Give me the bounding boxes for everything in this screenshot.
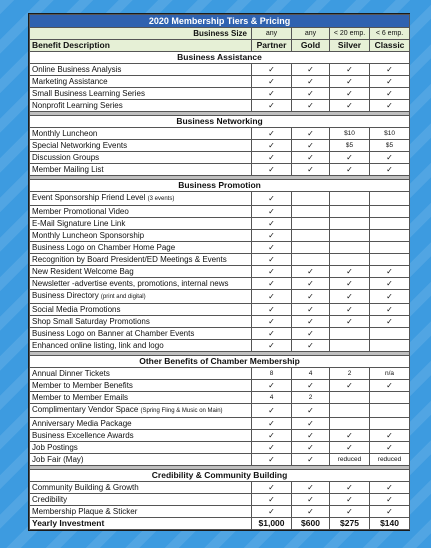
benefit-cell	[30, 482, 252, 494]
check-icon: ✓	[252, 418, 292, 430]
tier-value: 2	[330, 368, 370, 380]
tier-partner: Partner	[252, 40, 292, 52]
check-icon: ✓	[370, 494, 410, 506]
check-icon: ✓	[292, 140, 330, 152]
benefit-label: Marketing Assistance	[32, 77, 108, 86]
size-silver: < 20 emp.	[330, 28, 370, 40]
tier-value	[330, 392, 370, 404]
check-icon: ✓	[330, 266, 370, 278]
benefit-cell	[30, 278, 252, 290]
section-title: Other Benefits of Chamber Membership	[30, 356, 410, 368]
benefit-row	[30, 218, 410, 230]
section-header-row	[30, 116, 410, 128]
tier-value	[370, 392, 410, 404]
title-row	[30, 15, 410, 28]
benefit-row	[30, 230, 410, 242]
check-icon: ✓	[330, 442, 370, 454]
benefit-cell	[30, 340, 252, 352]
check-icon: ✓	[252, 328, 292, 340]
size-partner: any	[252, 28, 292, 40]
section-header-row	[30, 470, 410, 482]
benefit-row	[30, 128, 410, 140]
business-size-row	[30, 28, 410, 40]
check-icon: ✓	[292, 442, 330, 454]
benefit-row	[30, 192, 410, 206]
check-icon: ✓	[370, 76, 410, 88]
tier-value	[292, 206, 330, 218]
benefit-label: E-Mail Signature Line Link	[32, 219, 126, 228]
check-icon: ✓	[370, 506, 410, 518]
table-title: 2020 Membership Tiers & Pricing	[30, 15, 410, 28]
tier-value	[292, 230, 330, 242]
benefit-label: Small Business Learning Series	[32, 89, 145, 98]
tier-value	[330, 404, 370, 418]
benefit-cell	[30, 506, 252, 518]
check-icon: ✓	[252, 316, 292, 328]
check-icon: ✓	[330, 88, 370, 100]
benefit-row	[30, 316, 410, 328]
benefit-label: Monthly Luncheon	[32, 129, 98, 138]
check-icon: ✓	[252, 454, 292, 466]
check-icon: ✓	[292, 290, 330, 304]
benefit-row	[30, 328, 410, 340]
benefit-cell	[30, 218, 252, 230]
benefit-row	[30, 152, 410, 164]
tier-value: n/a	[370, 368, 410, 380]
check-icon: ✓	[252, 230, 292, 242]
check-icon: ✓	[370, 304, 410, 316]
business-size-label: Business Size	[30, 28, 252, 40]
benefit-cell	[30, 494, 252, 506]
benefit-label: Community Building & Growth	[32, 483, 139, 492]
benefit-label: Newsletter -advertise events, promotions, internal news	[32, 279, 229, 288]
benefit-row	[30, 100, 410, 112]
check-icon: ✓	[370, 100, 410, 112]
check-icon: ✓	[330, 316, 370, 328]
check-icon: ✓	[330, 278, 370, 290]
tier-value: 4	[292, 368, 330, 380]
benefit-label: Member to Member Benefits	[32, 381, 133, 390]
benefit-note: (Spring Fling & Music on Main)	[140, 408, 223, 414]
benefit-cell	[30, 254, 252, 266]
check-icon: ✓	[292, 164, 330, 176]
check-icon: ✓	[292, 304, 330, 316]
benefit-label: Membership Plaque & Sticker	[32, 507, 138, 516]
tier-value: $10	[330, 128, 370, 140]
benefit-label: Member to Member Emails	[32, 393, 129, 402]
check-icon: ✓	[370, 152, 410, 164]
benefit-row	[30, 64, 410, 76]
check-icon: ✓	[252, 304, 292, 316]
section-header-row	[30, 52, 410, 64]
check-icon: ✓	[370, 380, 410, 392]
yearly-investment-label: Yearly Investment	[30, 518, 252, 530]
benefit-cell	[30, 242, 252, 254]
tier-value	[370, 192, 410, 206]
check-icon: ✓	[370, 164, 410, 176]
benefit-row	[30, 140, 410, 152]
benefit-label: Special Networking Events	[32, 141, 128, 150]
tier-silver: Silver	[330, 40, 370, 52]
benefit-cell	[30, 64, 252, 76]
benefit-label: Business Directory	[32, 291, 99, 300]
check-icon: ✓	[252, 140, 292, 152]
tier-value	[370, 230, 410, 242]
check-icon: ✓	[330, 482, 370, 494]
tier-value	[330, 218, 370, 230]
check-icon: ✓	[292, 100, 330, 112]
tier-classic: Classic	[370, 40, 410, 52]
benefit-cell	[30, 192, 252, 206]
check-icon: ✓	[292, 316, 330, 328]
benefit-cell	[30, 128, 252, 140]
check-icon: ✓	[330, 304, 370, 316]
benefit-row	[30, 254, 410, 266]
check-icon: ✓	[370, 442, 410, 454]
check-icon: ✓	[330, 64, 370, 76]
benefit-cell	[30, 76, 252, 88]
benefit-label: Discussion Groups	[32, 153, 100, 162]
benefit-cell	[30, 290, 252, 304]
check-icon: ✓	[252, 278, 292, 290]
yearly-investment-row	[30, 518, 410, 530]
benefit-cell	[30, 100, 252, 112]
tier-value	[370, 242, 410, 254]
benefit-row	[30, 482, 410, 494]
tier-value	[330, 418, 370, 430]
tier-value	[370, 340, 410, 352]
tier-value: $10	[370, 128, 410, 140]
benefit-row	[30, 454, 410, 466]
check-icon: ✓	[252, 506, 292, 518]
section-title: Business Networking	[30, 116, 410, 128]
benefit-label: Member Promotional Video	[32, 207, 129, 216]
check-icon: ✓	[252, 266, 292, 278]
pricing-table	[29, 14, 410, 530]
check-icon: ✓	[370, 88, 410, 100]
check-icon: ✓	[292, 494, 330, 506]
price-gold: $600	[292, 518, 330, 530]
check-icon: ✓	[292, 380, 330, 392]
check-icon: ✓	[252, 254, 292, 266]
benefit-cell	[30, 418, 252, 430]
benefit-label: Job Postings	[32, 443, 78, 452]
tier-value	[330, 242, 370, 254]
benefit-cell	[30, 316, 252, 328]
benefit-cell	[30, 304, 252, 316]
tier-header-row	[30, 40, 410, 52]
benefit-cell	[30, 380, 252, 392]
benefit-label: Event Sponsorship Friend Level	[32, 193, 146, 202]
check-icon: ✓	[252, 88, 292, 100]
check-icon: ✓	[292, 506, 330, 518]
benefit-cell	[30, 392, 252, 404]
check-icon: ✓	[252, 340, 292, 352]
tier-value	[330, 340, 370, 352]
check-icon: ✓	[292, 128, 330, 140]
size-gold: any	[292, 28, 330, 40]
benefit-label: Complimentary Vendor Space	[32, 405, 139, 414]
benefit-cell	[30, 454, 252, 466]
check-icon: ✓	[252, 482, 292, 494]
check-icon: ✓	[330, 152, 370, 164]
benefit-cell	[30, 328, 252, 340]
tier-value	[370, 404, 410, 418]
check-icon: ✓	[330, 506, 370, 518]
check-icon: ✓	[292, 88, 330, 100]
benefit-row	[30, 304, 410, 316]
benefit-cell	[30, 404, 252, 418]
benefit-row	[30, 76, 410, 88]
check-icon: ✓	[292, 340, 330, 352]
check-icon: ✓	[292, 454, 330, 466]
benefit-label: Business Logo on Chamber Home Page	[32, 243, 176, 252]
check-icon: ✓	[370, 316, 410, 328]
price-classic: $140	[370, 518, 410, 530]
benefit-label: Business Excellence Awards	[32, 431, 134, 440]
price-partner: $1,000	[252, 518, 292, 530]
benefit-label: New Resident Welcome Bag	[32, 267, 134, 276]
check-icon: ✓	[292, 64, 330, 76]
tier-gold: Gold	[292, 40, 330, 52]
benefit-cell	[30, 88, 252, 100]
benefit-row	[30, 442, 410, 454]
check-icon: ✓	[370, 482, 410, 494]
benefit-note: (3 events)	[147, 196, 175, 202]
benefit-row	[30, 164, 410, 176]
benefit-row	[30, 430, 410, 442]
tier-value	[292, 242, 330, 254]
benefit-row	[30, 88, 410, 100]
tier-value	[370, 418, 410, 430]
benefit-cell	[30, 430, 252, 442]
check-icon: ✓	[292, 152, 330, 164]
benefit-description-header: Benefit Description	[30, 40, 252, 52]
tier-value	[292, 192, 330, 206]
section-header-row	[30, 180, 410, 192]
benefit-cell	[30, 206, 252, 218]
check-icon: ✓	[252, 100, 292, 112]
check-icon: ✓	[292, 266, 330, 278]
benefit-label: Annual Dinner Tickets	[32, 369, 110, 378]
benefit-note: (print and digital)	[100, 294, 146, 300]
check-icon: ✓	[370, 430, 410, 442]
check-icon: ✓	[330, 76, 370, 88]
tier-value	[292, 218, 330, 230]
tier-value	[330, 206, 370, 218]
tier-value: 8	[252, 368, 292, 380]
check-icon: ✓	[252, 164, 292, 176]
benefit-row	[30, 392, 410, 404]
size-classic: < 6 emp.	[370, 28, 410, 40]
benefit-row	[30, 340, 410, 352]
benefit-row	[30, 404, 410, 418]
check-icon: ✓	[330, 290, 370, 304]
check-icon: ✓	[252, 494, 292, 506]
tier-value	[370, 254, 410, 266]
check-icon: ✓	[292, 278, 330, 290]
tier-value	[330, 254, 370, 266]
benefit-cell	[30, 164, 252, 176]
benefit-row	[30, 368, 410, 380]
tier-value: reduced	[330, 454, 370, 466]
check-icon: ✓	[252, 152, 292, 164]
benefit-label: Monthly Luncheon Sponsorship	[32, 231, 145, 240]
check-icon: ✓	[292, 76, 330, 88]
benefit-label: Member Mailing List	[32, 165, 104, 174]
tier-value	[370, 218, 410, 230]
check-icon: ✓	[370, 266, 410, 278]
benefit-label: Shop Small Saturday Promotions	[32, 317, 150, 326]
check-icon: ✓	[330, 100, 370, 112]
benefit-cell	[30, 266, 252, 278]
tier-value: $5	[330, 140, 370, 152]
benefit-label: Business Logo on Banner at Chamber Events	[32, 329, 195, 338]
benefit-row	[30, 494, 410, 506]
check-icon: ✓	[252, 442, 292, 454]
tier-value: 4	[252, 392, 292, 404]
benefit-cell	[30, 230, 252, 242]
benefit-label: Enhanced online listing, link and logo	[32, 341, 164, 350]
check-icon: ✓	[292, 418, 330, 430]
benefit-row	[30, 380, 410, 392]
check-icon: ✓	[370, 64, 410, 76]
check-icon: ✓	[252, 76, 292, 88]
tier-value	[292, 254, 330, 266]
benefit-label: Recognition by Board President/ED Meetings & Events	[32, 255, 227, 264]
check-icon: ✓	[370, 278, 410, 290]
benefit-cell	[30, 140, 252, 152]
pricing-sheet	[28, 13, 410, 531]
benefit-row	[30, 418, 410, 430]
section-title: Business Promotion	[30, 180, 410, 192]
check-icon: ✓	[330, 164, 370, 176]
check-icon: ✓	[330, 494, 370, 506]
tier-value	[330, 328, 370, 340]
check-icon: ✓	[252, 192, 292, 206]
tier-value: $5	[370, 140, 410, 152]
check-icon: ✓	[252, 128, 292, 140]
benefit-cell	[30, 152, 252, 164]
benefit-row	[30, 506, 410, 518]
tier-value: reduced	[370, 454, 410, 466]
benefit-label: Anniversary Media Package	[32, 419, 132, 428]
benefit-label: Nonprofit Learning Series	[32, 101, 123, 110]
benefit-row	[30, 266, 410, 278]
check-icon: ✓	[252, 430, 292, 442]
benefit-cell	[30, 368, 252, 380]
section-header-row	[30, 356, 410, 368]
benefit-row	[30, 290, 410, 304]
check-icon: ✓	[252, 218, 292, 230]
check-icon: ✓	[292, 430, 330, 442]
benefit-cell	[30, 442, 252, 454]
section-title: Business Assistance	[30, 52, 410, 64]
check-icon: ✓	[330, 430, 370, 442]
check-icon: ✓	[292, 404, 330, 418]
check-icon: ✓	[252, 206, 292, 218]
tier-value	[370, 328, 410, 340]
benefit-row	[30, 278, 410, 290]
check-icon: ✓	[252, 290, 292, 304]
benefit-row	[30, 206, 410, 218]
check-icon: ✓	[252, 242, 292, 254]
check-icon: ✓	[292, 328, 330, 340]
check-icon: ✓	[292, 482, 330, 494]
check-icon: ✓	[330, 380, 370, 392]
benefit-label: Social Media Promotions	[32, 305, 121, 314]
check-icon: ✓	[252, 64, 292, 76]
benefit-label: Online Business Analysis	[32, 65, 122, 74]
tier-value	[330, 230, 370, 242]
benefit-label: Credibility	[32, 495, 68, 504]
benefit-label: Job Fair (May)	[32, 455, 84, 464]
check-icon: ✓	[252, 380, 292, 392]
tier-value	[330, 192, 370, 206]
tier-value	[370, 206, 410, 218]
price-silver: $275	[330, 518, 370, 530]
check-icon: ✓	[370, 290, 410, 304]
benefit-row	[30, 242, 410, 254]
section-title: Credibility & Community Building	[30, 470, 410, 482]
tier-value: 2	[292, 392, 330, 404]
check-icon: ✓	[252, 404, 292, 418]
